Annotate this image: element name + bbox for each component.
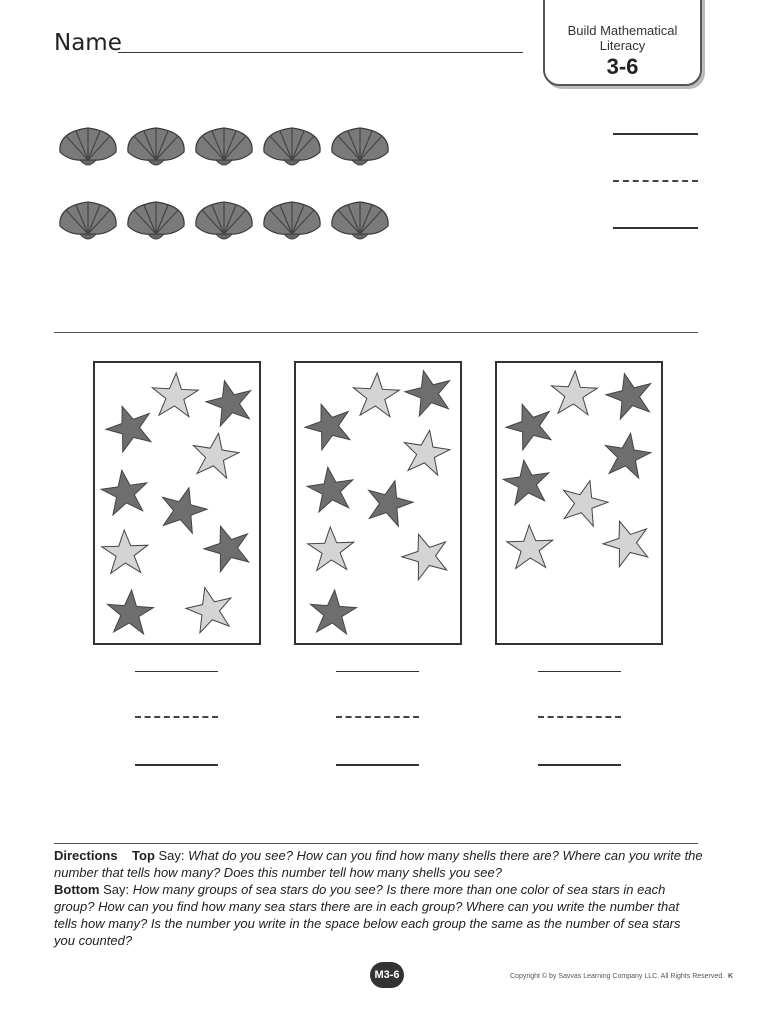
answer-line-top[interactable] xyxy=(613,133,698,135)
sea-stars-svg xyxy=(296,363,460,643)
group1-line-bottom[interactable] xyxy=(135,764,218,766)
sea-star-icon xyxy=(300,397,358,453)
shells-svg xyxy=(56,122,401,247)
sea-star-icon xyxy=(506,524,553,569)
answer-line-bottom[interactable] xyxy=(613,227,698,229)
directions-text xyxy=(54,847,704,949)
sea-star-icon xyxy=(182,582,236,634)
group2-line-top[interactable] xyxy=(336,671,419,672)
sea-star-icon xyxy=(362,475,418,528)
sea-star-icon xyxy=(401,365,456,418)
sea-star-icon xyxy=(151,372,199,417)
page-badge: M3-6 xyxy=(370,962,404,988)
shell-icon xyxy=(60,128,116,165)
sea-star-icon xyxy=(99,467,151,516)
sea-stars-svg xyxy=(497,363,661,643)
shell-icon xyxy=(264,128,320,165)
shell-icon xyxy=(332,128,388,165)
sea-star-icon xyxy=(156,482,212,535)
shell-icon xyxy=(128,202,184,239)
group2-line-bottom[interactable] xyxy=(336,764,419,766)
sea-stars-svg xyxy=(95,363,259,643)
sea-star-icon xyxy=(400,427,452,477)
directions-bottom-label: Bottom xyxy=(54,882,100,897)
shell-icon xyxy=(128,128,184,165)
directions-label: Directions xyxy=(54,848,118,863)
directions-bottom-say: Say: xyxy=(103,882,130,897)
sea-star-icon xyxy=(305,464,357,513)
name-write-line[interactable] xyxy=(118,52,523,53)
shell-icon xyxy=(332,202,388,239)
sea-star-icon xyxy=(397,527,454,583)
group1-line-mid[interactable] xyxy=(135,716,218,718)
tab-title-line1: Build Mathematical xyxy=(567,23,678,38)
group1-line-top[interactable] xyxy=(135,671,218,672)
sea-star-icon xyxy=(202,375,257,428)
shell-icon xyxy=(60,202,116,239)
sea-star-group-1 xyxy=(93,361,261,645)
sea-star-icon xyxy=(309,588,358,634)
sea-star-icon xyxy=(550,370,598,415)
name-label: Name xyxy=(54,30,122,56)
directions-top-text: What do you see? How can you find how many shells there are? Where can you write the number that tells how many? Does this number tell how many shells you see? xyxy=(54,848,703,880)
group3-line-bottom[interactable] xyxy=(538,764,621,766)
sea-star-icon xyxy=(352,372,400,417)
copyright-text xyxy=(510,973,733,980)
sea-star-group-2 xyxy=(294,361,462,645)
shell-icon xyxy=(264,202,320,239)
group3-line-top[interactable] xyxy=(538,671,621,672)
answer-line-mid[interactable] xyxy=(613,180,698,182)
sea-star-icon xyxy=(598,514,655,570)
shell-icon xyxy=(196,128,252,165)
sea-star-icon xyxy=(189,430,241,480)
section-divider xyxy=(54,332,698,333)
sea-star-icon xyxy=(101,529,148,574)
shell-group xyxy=(56,122,401,247)
sea-star-icon xyxy=(602,368,657,421)
directions-top-label: Top xyxy=(132,848,155,863)
sea-star-group-3 xyxy=(495,361,663,645)
shell-icon xyxy=(196,202,252,239)
grade-label: K xyxy=(728,973,734,980)
sea-star-icon xyxy=(501,457,553,506)
tab-number: 3-6 xyxy=(606,54,639,79)
sea-star-icon xyxy=(601,430,653,480)
lesson-tab xyxy=(543,0,702,86)
sea-star-icon xyxy=(106,588,155,634)
sea-star-icon xyxy=(307,526,354,571)
directions-top-say: Say: xyxy=(158,848,185,863)
group2-line-mid[interactable] xyxy=(336,716,419,718)
directions-rule xyxy=(54,843,698,844)
directions-bottom-text: How many groups of sea stars do you see? Is there more than one color of sea stars in each group? How can you find how many sea stars there are in each group? Where can you write the number that tells how many? Is the number you write in the space below each group the same as the number of sea stars you counted? xyxy=(54,882,681,948)
group3-line-mid[interactable] xyxy=(538,716,621,718)
sea-star-icon xyxy=(101,399,159,455)
sea-star-icon xyxy=(557,475,613,528)
tab-title-line2: Literacy xyxy=(599,38,646,53)
sea-star-icon xyxy=(199,519,256,575)
sea-star-icon xyxy=(501,397,559,453)
copyright-label: Copyright © by Savvas Learning Company LLC. All Rights Reserved. xyxy=(510,973,725,980)
